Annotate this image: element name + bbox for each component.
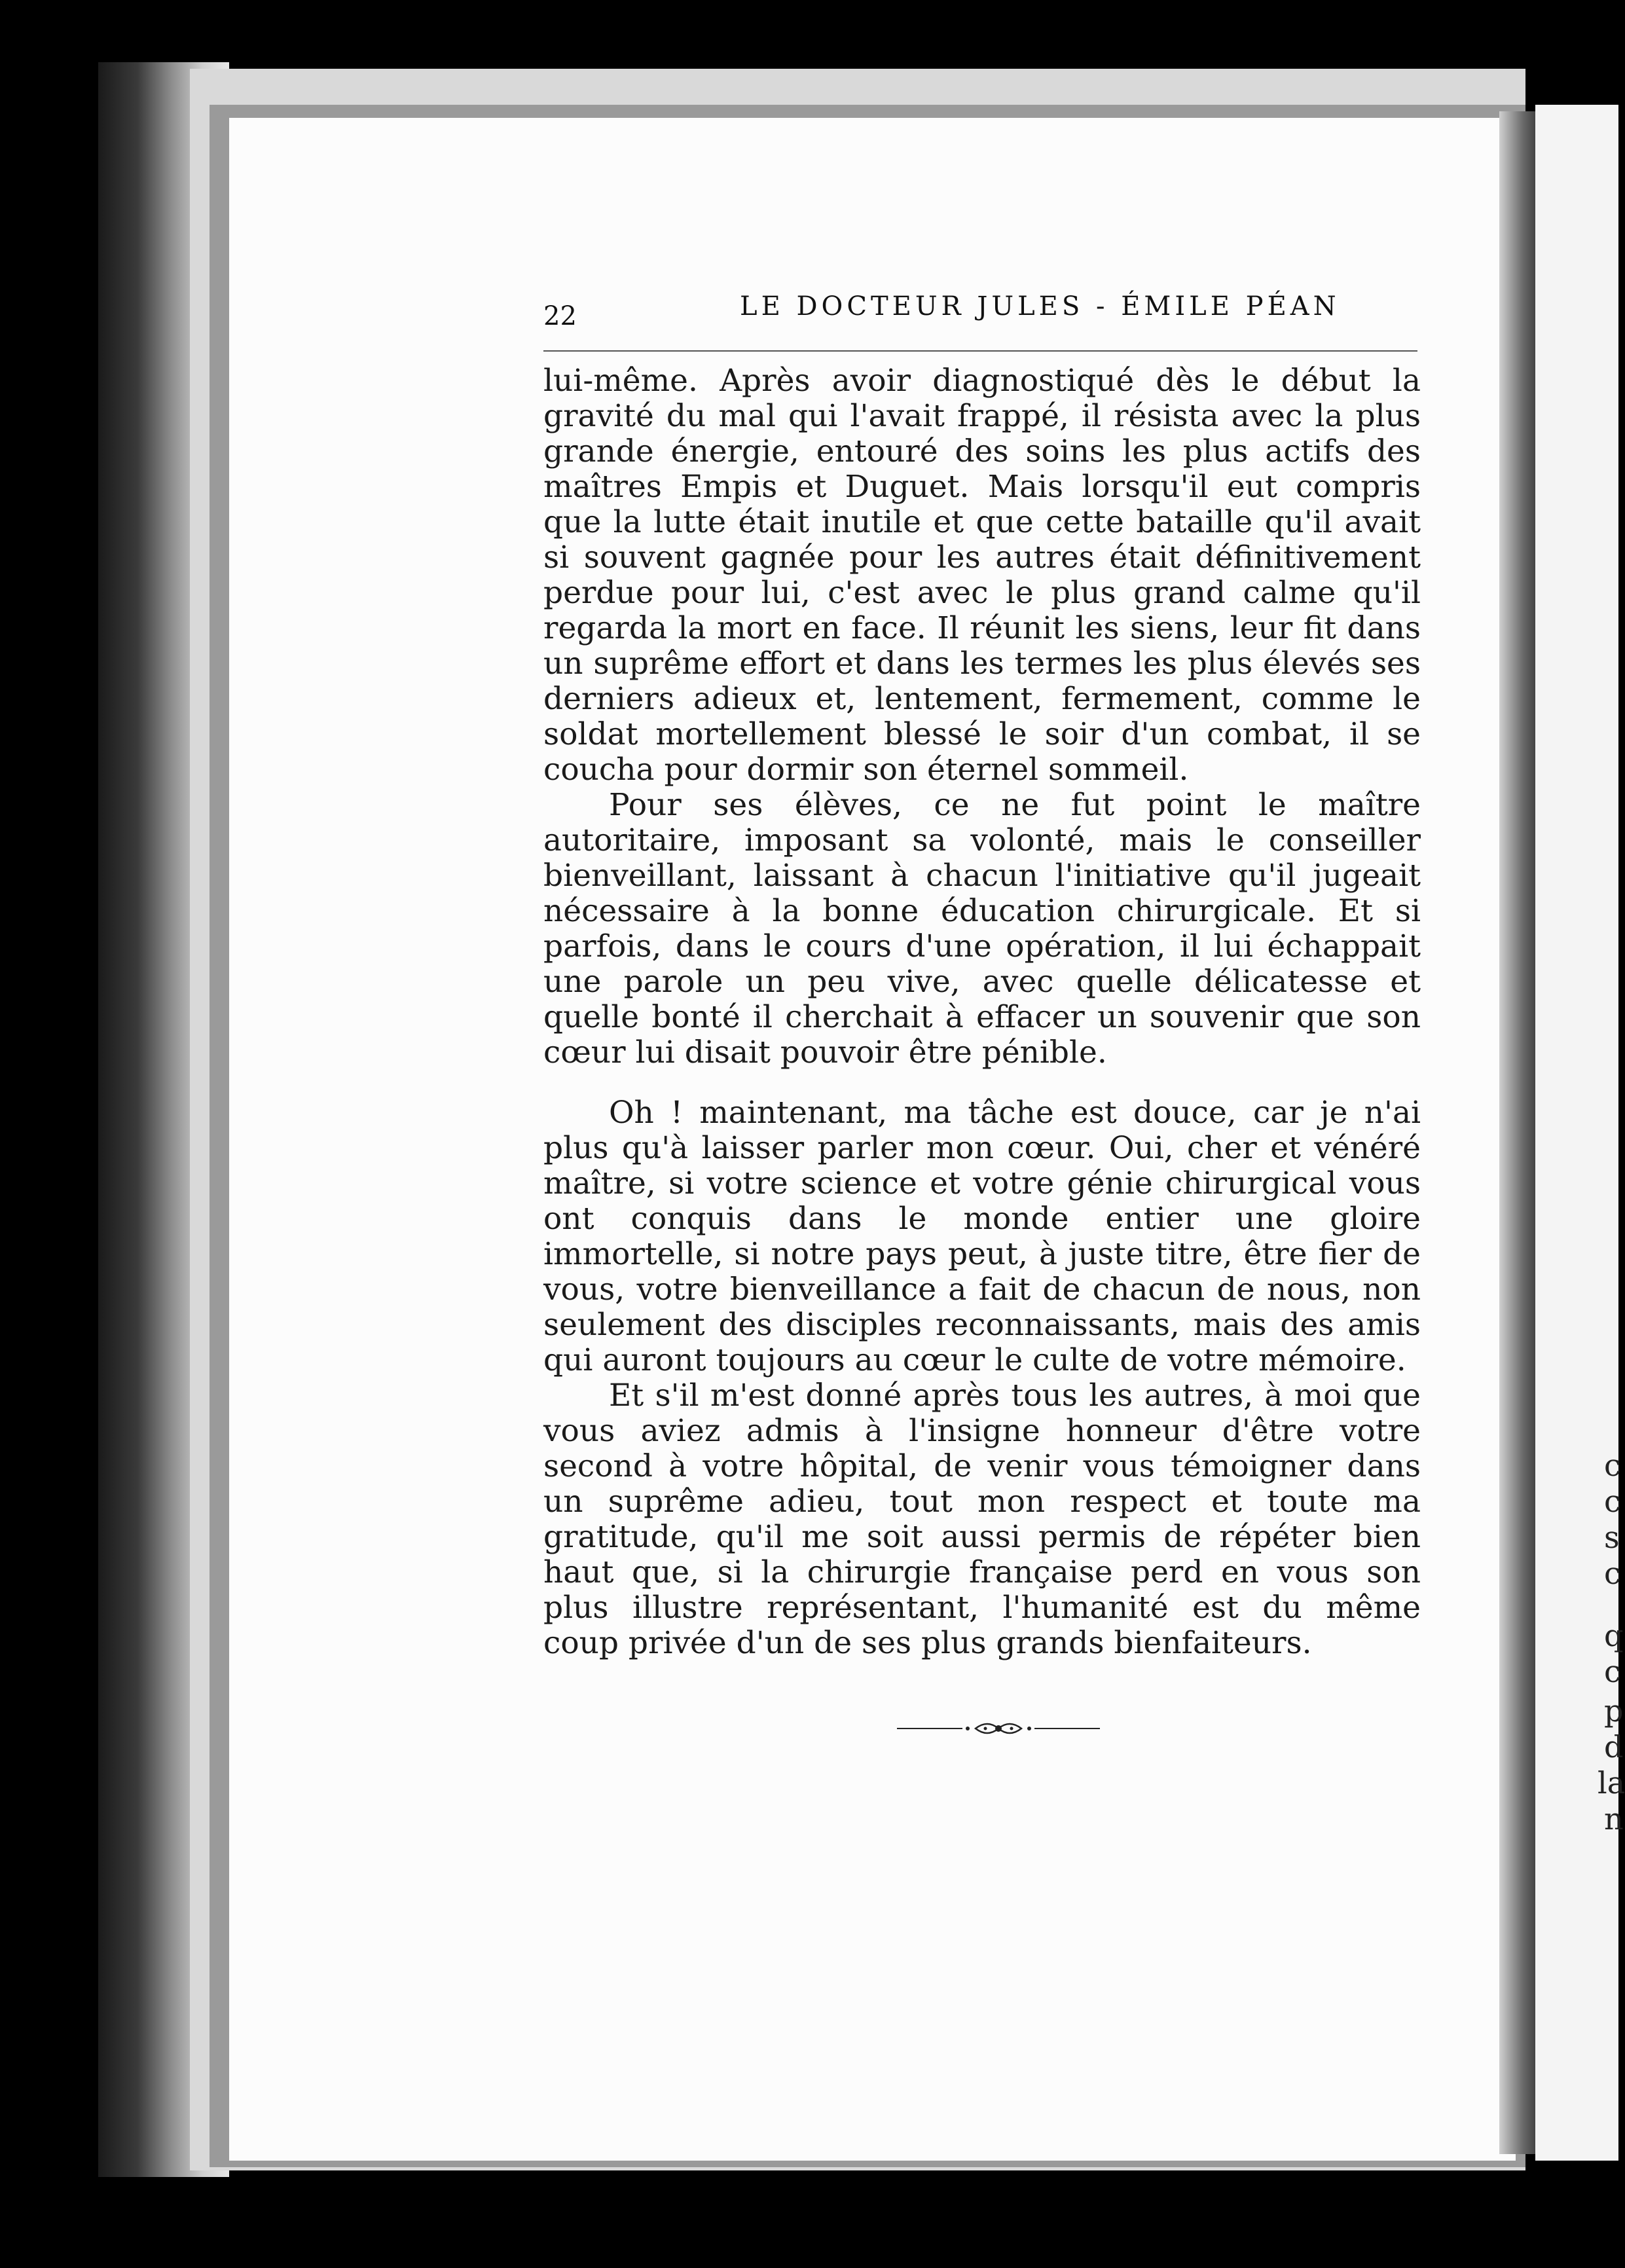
page-number: 22 (543, 301, 577, 331)
facing-letter: c (1604, 1484, 1621, 1519)
running-header-title: LE DOCTEUR JULES - ÉMILE PÉAN (740, 291, 1340, 321)
paragraph: Et s'il m'est donné après tous les autres, à moi que vous aviez admis à l'insigne honneur d'être votre second à votre hôpital, de venir vous témoigner dans un suprême adieu, tout mon respect et toute ma gratitude, qu'il me soit aussi permis de répéter bien haut que, si la chirurgie française perd en vous son plus illustre représentant, l'humanité est du même coup privée d'un de ses plus grands bienfaiteurs. (543, 1378, 1421, 1661)
facing-page (1535, 105, 1618, 2161)
facing-letter: la (1598, 1765, 1625, 1801)
facing-letter: n (1604, 1801, 1624, 1837)
facing-letter: p (1604, 1693, 1624, 1728)
facing-letter: q (1604, 1618, 1624, 1653)
facing-letter: d (1604, 1729, 1624, 1765)
header-rule (543, 350, 1417, 352)
gutter-shadow (1499, 111, 1539, 2154)
paragraph: Oh ! maintenant, ma tâche est douce, car je n'ai plus qu'à laisser parler mon cœur. Oui, cher et vénéré maître, si votre science et votre génie chirurgical vous ont conquis dans le monde entier une gloire immortelle, si notre pays peut, à juste titre, être fier de vous, votre bienveillance a fait de chacun de nous, non seulement des disciples reconnaissants, mais des amis qui auront toujours au cœur le culte de votre mémoire. (543, 1095, 1421, 1378)
facing-letter: c (1604, 1556, 1621, 1591)
body-text (543, 363, 1421, 1661)
paragraph: lui-même. Après avoir diagnostiqué dès le début la gravité du mal qui l'avait frappé, il résista avec la plus grande énergie, entouré des soins les plus actifs des maîtres Empis et Duguet. Mais lorsqu'il eut compris que la lutte était inutile et que cette bataille qu'il avait si souvent gagnée pour les autres était définitivement perdue pour lui, c'est avec le plus grand calme qu'il regarda la mort en face. Il réunit les siens, leur fit dans un suprême effort et dans les termes les plus élevés ses derniers adieux et, lentement, fermement, comme le soldat mortellement blessé le soir d'un combat, il se coucha pour dormir son éternel sommeil. (543, 363, 1421, 788)
paragraph: Pour ses élèves, ce ne fut point le maître autoritaire, imposant sa volonté, mais le conseiller bienveillant, laissant à chacun l'initiative qu'il jugeait nécessaire à la bonne éducation chirurgicale. Et si parfois, dans le cours d'une opération, il lui échappait une parole un peu vive, avec quelle délicatesse et quelle bonté il cherchait à effacer un souvenir que son cœur lui disait pouvoir être pénible. (543, 787, 1421, 1070)
facing-letter: c (1604, 1448, 1621, 1483)
facing-letter: c (1604, 1654, 1621, 1689)
facing-letter: s (1604, 1520, 1620, 1555)
fleuron-ornament (897, 1715, 1100, 1742)
